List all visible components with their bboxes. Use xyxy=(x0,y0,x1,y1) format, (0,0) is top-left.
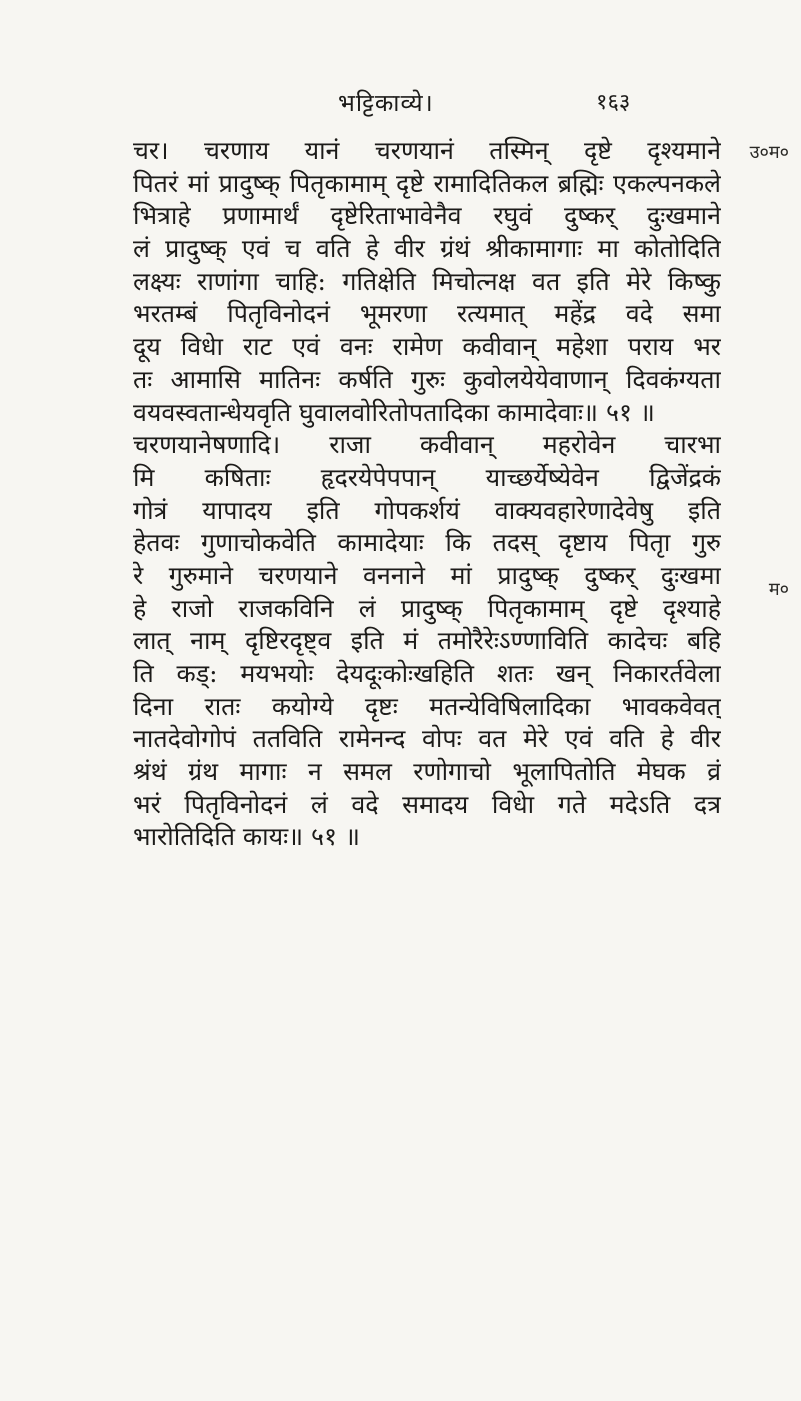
text-line: लं प्रादुष्क् एवं च वति हे वीर ग्रंथं श्रीकामागाः मा कोतोदिति xyxy=(133,234,721,264)
text-line: श्रंथं ग्रंथ मागाः न समल रणोगाचो भूलापितोति मेघक व्रं xyxy=(133,757,721,787)
text-line: पितरं मां प्रादुष्क् पितृकामाम् दृष्टे रामादितिकल ब्रह्मिः एकल्पनकले xyxy=(133,168,721,198)
text-line: गोत्रं यापादय इति गोपकर्शयं वाक्यवहारेणादेवेषु इति xyxy=(133,495,721,525)
text-line: भारोतिदिति कायः॥ ५१ ॥ xyxy=(133,822,360,852)
marginal-note: म० xyxy=(768,579,789,600)
text-line: मि कषिताः हृदरयेपेपपान् याच्छर्येष्येवेन द्विजेंद्रकं xyxy=(133,462,721,492)
marginal-note: उ०म० xyxy=(749,142,789,163)
page-header xyxy=(0,86,801,126)
text-line: चरणयानेषणादि। राजा कवीवान् महरोवेन चारभा xyxy=(133,430,721,460)
text-line: वयवस्वतान्धेयवृति घुवालवोरितोपतादिका कामादेवाः॥ ५१ ॥ xyxy=(133,397,655,427)
text-line: हे राजो राजकविनि लं प्रादुष्क् पितृकामाम् दृष्टे दृश्याहे xyxy=(133,593,721,623)
page-number: १६३ xyxy=(596,90,631,115)
text-line: तः आमासि मातिनः कर्षति गुरुः कुवोलयेयेवाणान् दिवकंग्यता xyxy=(133,364,721,394)
commentary-text xyxy=(133,135,721,854)
text-line: चर। चरणाय यानं चरणयानं तस्मिन् दृष्टे दृश्यमाने xyxy=(133,136,721,165)
text-line: नातदेवोगोपं ततविति रामेनन्द वोपः वत मेरे एवं वति हे वीर xyxy=(133,724,721,754)
text-line: भरं पितृविनोदनं लं वदे समादय विधेा गते मदेऽति दत्र xyxy=(133,789,721,819)
text-line: रे गुरुमाने चरणयाने वननाने मां प्रादुष्क् दुष्कर् दुःखमा xyxy=(133,560,721,590)
text-line: लात् नाम् दृष्टिरदृष्ट्व इति मं तमोरैरेःऽण्णाविति कादेचः बहि xyxy=(133,626,721,656)
text-line: ति कड्: मयभयोः देयदूःकोःखहिति शतः खन् निकारर्तवेला xyxy=(133,659,721,688)
text-line: दिना रातः कयोग्ये दृष्टः मतन्येविषिलादिका भावकवेवत् xyxy=(133,691,721,721)
text-line: लक्ष्यः राणांगा चाहि: गतिक्षेति मिचोत्नक्ष वत इति मेरे किष्कु xyxy=(133,266,721,296)
text-line: हेतवः गुणाचोकवेति कामादेयाः कि तदस् दृष्टाय पितृा गुरु xyxy=(133,528,721,558)
running-head: भट्टिकाव्ये। xyxy=(338,89,434,117)
text-line: दूय विधेा राट एवं वनः रामेण कवीवान् महेशा पराय भर xyxy=(133,332,721,362)
text-line: भित्राहे प्रणामार्थं दृष्टेरिताभावेनैव रघुवं दुष्कर् दुःखमाने xyxy=(133,201,721,231)
text-line: भरतम्बं पितृविनोदनं भूमरणा रत्यमात् महेंद्र वदे समा xyxy=(133,299,721,329)
